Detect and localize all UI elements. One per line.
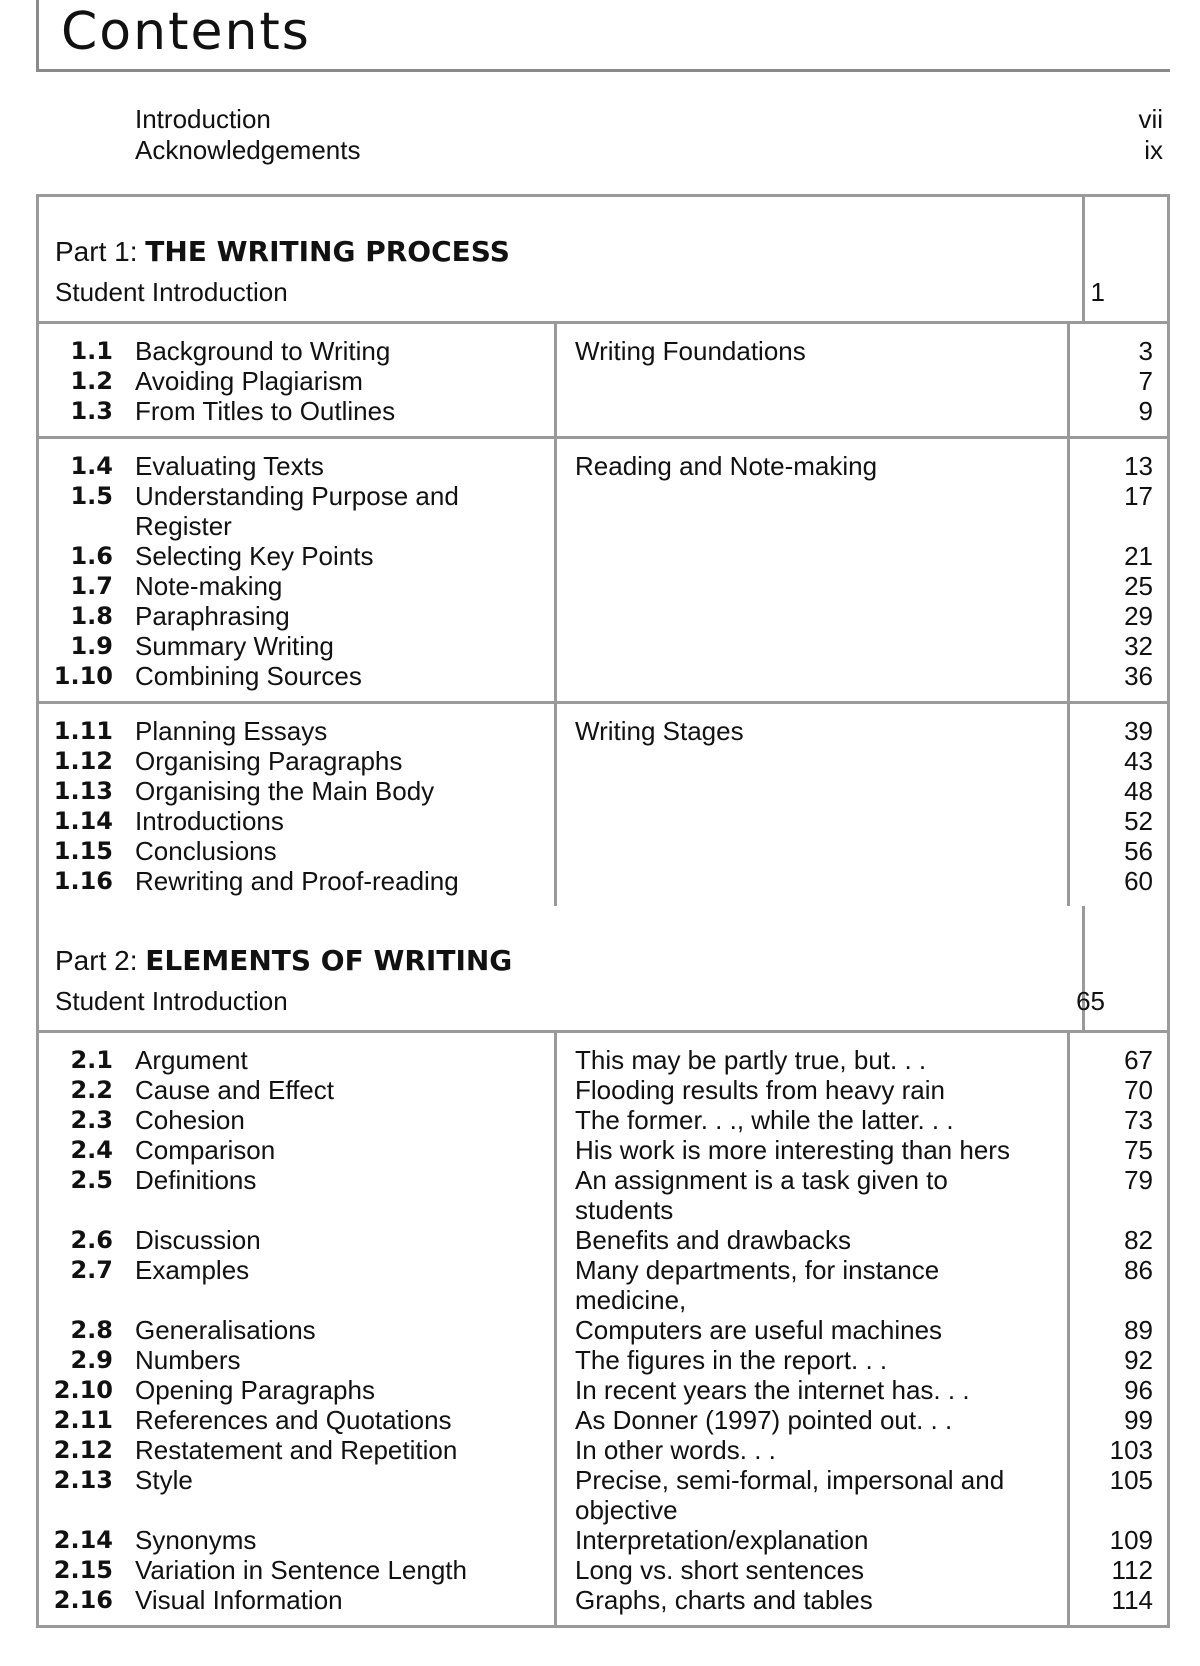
entry-number: 1.6 xyxy=(70,542,113,570)
entry-page: 48 xyxy=(1124,776,1153,806)
entry-list xyxy=(39,439,557,701)
example-phrase: In other words. . . xyxy=(575,1435,776,1465)
entry-number: 1.1 xyxy=(70,337,113,365)
entry-title: Introductions xyxy=(135,806,284,836)
toc-entry xyxy=(39,806,554,836)
entry-page: 60 xyxy=(1124,866,1153,896)
entry-title: Comparison xyxy=(135,1135,276,1165)
entry-title: From Titles to Outlines xyxy=(135,396,396,426)
entry-title: Paraphrasing xyxy=(135,601,290,631)
example-phrase: Graphs, charts and tables xyxy=(575,1585,873,1615)
toc-entry-continuation xyxy=(39,511,554,541)
toc-entry xyxy=(39,836,554,866)
example-phrase: Many departments, for instance xyxy=(575,1255,940,1285)
toc-entry xyxy=(39,631,554,661)
entry-number: 2.6 xyxy=(70,1226,113,1254)
entry-title: Style xyxy=(135,1465,193,1495)
entry-number-spacer xyxy=(39,511,135,541)
entry-number: 2.4 xyxy=(70,1136,113,1164)
toc-entry xyxy=(39,1405,554,1435)
entry-page: 56 xyxy=(1124,836,1153,866)
section-group xyxy=(39,704,1167,906)
part2-header xyxy=(39,906,1167,1033)
entry-title-continued: Register xyxy=(135,511,232,541)
entry-page: 73 xyxy=(1124,1105,1153,1135)
example-list xyxy=(557,1033,1070,1625)
entry-page: 25 xyxy=(1124,571,1153,601)
example-phrase: Precise, semi-formal, impersonal and xyxy=(575,1465,1005,1495)
category-label: Writing Stages xyxy=(575,716,744,746)
entry-number: 2.9 xyxy=(70,1346,113,1374)
entry-page: 29 xyxy=(1124,601,1153,631)
entry-number: 2.16 xyxy=(53,1586,113,1614)
category-label: Reading and Note-making xyxy=(575,451,878,481)
page-spacer xyxy=(1070,1285,1167,1315)
toc-entry xyxy=(39,541,554,571)
entry-page: 67 xyxy=(1124,1045,1153,1075)
entry-title: Note-making xyxy=(135,571,283,601)
entry-number: 1.14 xyxy=(53,807,113,835)
entry-number: 1.10 xyxy=(53,662,113,690)
toc-entry xyxy=(39,1555,554,1585)
part2-intro-page: 65 xyxy=(1076,986,1105,1016)
entry-page: 114 xyxy=(1111,1585,1153,1615)
entry-page: 17 xyxy=(1124,481,1153,511)
example-phrase-continued: objective xyxy=(575,1495,678,1525)
toc-entry xyxy=(39,1075,554,1105)
toc-entry xyxy=(39,396,554,426)
toc-entry xyxy=(39,776,554,806)
toc-entry xyxy=(39,716,554,746)
entry-page: 32 xyxy=(1124,631,1153,661)
entry-title: Evaluating Texts xyxy=(135,451,324,481)
toc-entry xyxy=(39,1375,554,1405)
contents-header xyxy=(36,0,1170,72)
part1-title xyxy=(55,235,510,268)
entry-number: 1.16 xyxy=(53,867,113,895)
part2-prefix: Part 2: xyxy=(55,945,146,976)
entry-title: Avoiding Plagiarism xyxy=(135,366,363,396)
entry-number: 1.3 xyxy=(70,397,113,425)
entry-spacer xyxy=(39,1285,554,1315)
entry-page: 39 xyxy=(1124,716,1153,746)
entry-title: Opening Paragraphs xyxy=(135,1375,375,1405)
entry-title: Summary Writing xyxy=(135,631,334,661)
toc-entry xyxy=(39,571,554,601)
entry-title: Rewriting and Proof-reading xyxy=(135,866,459,896)
entry-number: 2.8 xyxy=(70,1316,113,1344)
entry-number: 1.13 xyxy=(53,777,113,805)
entry-page: 70 xyxy=(1124,1075,1153,1105)
entry-number: 2.5 xyxy=(70,1166,113,1194)
page-spacer xyxy=(1070,1495,1167,1525)
entry-title: Planning Essays xyxy=(135,716,328,746)
entry-number: 1.8 xyxy=(70,602,113,630)
entry-title: Generalisations xyxy=(135,1315,316,1345)
toc-entry xyxy=(39,336,554,366)
part1-intro-row xyxy=(55,277,1105,308)
section-group xyxy=(39,324,1167,439)
entry-number: 2.1 xyxy=(70,1046,113,1074)
entry-page: 82 xyxy=(1124,1225,1153,1255)
entry-title: Definitions xyxy=(135,1165,257,1195)
page-list xyxy=(1070,439,1167,701)
entry-number: 1.5 xyxy=(70,482,113,510)
example-phrase: This may be partly true, but. . . xyxy=(575,1045,927,1075)
entry-page: 79 xyxy=(1124,1165,1153,1195)
toc-entry xyxy=(39,1045,554,1075)
section-group xyxy=(39,1033,1167,1625)
page-list xyxy=(1070,324,1167,436)
entry-number: 2.7 xyxy=(70,1256,113,1284)
entry-title: References and Quotations xyxy=(135,1405,452,1435)
front-matter-row xyxy=(135,135,1163,166)
entry-title: Cause and Effect xyxy=(135,1075,334,1105)
front-matter-page: vii xyxy=(1138,104,1163,134)
example-phrase: Benefits and drawbacks xyxy=(575,1225,852,1255)
entry-page: 96 xyxy=(1124,1375,1153,1405)
entry-title: Restatement and Repetition xyxy=(135,1435,458,1465)
toc-entry xyxy=(39,746,554,776)
toc-entry xyxy=(39,1315,554,1345)
part2-intro-row xyxy=(55,986,1105,1017)
entry-page: 92 xyxy=(1124,1345,1153,1375)
entry-number: 2.12 xyxy=(53,1436,113,1464)
toc-entry xyxy=(39,1225,554,1255)
part2-title xyxy=(55,944,512,977)
section-category xyxy=(557,324,1070,436)
page-title: Contents xyxy=(61,2,311,62)
entry-number: 2.2 xyxy=(70,1076,113,1104)
entry-number: 1.7 xyxy=(70,572,113,600)
category-label: Writing Foundations xyxy=(575,336,806,366)
part1-name: THE WRITING PROCESS xyxy=(145,235,510,268)
part1-intro-page: 1 xyxy=(1090,277,1105,307)
entry-page: 103 xyxy=(1109,1435,1153,1465)
example-phrase: As Donner (1997) pointed out. . . xyxy=(575,1405,953,1435)
page-spacer xyxy=(1070,511,1167,541)
entry-spacer xyxy=(39,1195,554,1225)
part1-header xyxy=(39,197,1167,324)
page-spacer xyxy=(1070,1195,1167,1225)
toc-entry xyxy=(39,601,554,631)
toc-entry xyxy=(39,661,554,691)
section-category xyxy=(557,704,1070,906)
page-list xyxy=(1070,1033,1167,1625)
entry-page: 86 xyxy=(1124,1255,1153,1285)
entry-number: 2.3 xyxy=(70,1106,113,1134)
entry-spacer xyxy=(39,1495,554,1525)
part2-intro-label: Student Introduction xyxy=(55,986,288,1016)
entry-list xyxy=(39,1033,557,1625)
entry-title: Numbers xyxy=(135,1345,241,1375)
entry-number: 1.15 xyxy=(53,837,113,865)
entry-number: 1.4 xyxy=(70,452,113,480)
example-phrase: In recent years the internet has. . . xyxy=(575,1375,970,1405)
entry-page: 3 xyxy=(1138,336,1153,366)
part1-sections xyxy=(39,324,1167,906)
toc-table xyxy=(36,194,1170,1628)
toc-entry xyxy=(39,1165,554,1195)
entry-page: 112 xyxy=(1111,1555,1153,1585)
entry-title: Selecting Key Points xyxy=(135,541,374,571)
entry-list xyxy=(39,704,557,906)
toc-entry xyxy=(39,1255,554,1285)
part1-prefix: Part 1: xyxy=(55,236,146,267)
entry-page: 9 xyxy=(1138,396,1153,426)
entry-title: Variation in Sentence Length xyxy=(135,1555,467,1585)
toc-entry xyxy=(39,1135,554,1165)
entry-page: 36 xyxy=(1124,661,1153,691)
toc-entry xyxy=(39,451,554,481)
entry-page: 13 xyxy=(1124,451,1153,481)
example-phrase: Interpretation/explanation xyxy=(575,1525,869,1555)
toc-entry xyxy=(39,1585,554,1615)
entry-number: 2.11 xyxy=(53,1406,113,1434)
entry-title: Conclusions xyxy=(135,836,277,866)
entry-number: 2.10 xyxy=(53,1376,113,1404)
entry-page: 43 xyxy=(1124,746,1153,776)
entry-title: Synonyms xyxy=(135,1525,257,1555)
example-phrase: An assignment is a task given to xyxy=(575,1165,948,1195)
section-category xyxy=(557,439,1070,701)
entry-page: 7 xyxy=(1138,366,1153,396)
entry-title: Cohesion xyxy=(135,1105,245,1135)
toc-entry xyxy=(39,866,554,896)
part2-name: ELEMENTS OF WRITING xyxy=(145,944,513,977)
entry-page: 99 xyxy=(1124,1405,1153,1435)
example-phrase: His work is more interesting than hers xyxy=(575,1135,1010,1165)
page-list xyxy=(1070,704,1167,906)
entry-title: Visual Information xyxy=(135,1585,343,1615)
entry-title: Argument xyxy=(135,1045,248,1075)
entry-number: 2.13 xyxy=(53,1466,113,1494)
entry-page: 89 xyxy=(1124,1315,1153,1345)
entry-page: 75 xyxy=(1124,1135,1153,1165)
toc-entry xyxy=(39,481,554,511)
front-matter xyxy=(135,104,1163,166)
entry-list xyxy=(39,324,557,436)
toc-entry xyxy=(39,1345,554,1375)
example-phrase-continued: students xyxy=(575,1195,674,1225)
entry-title: Background to Writing xyxy=(135,336,391,366)
entry-page: 105 xyxy=(1109,1465,1153,1495)
front-matter-label: Introduction xyxy=(135,104,271,134)
entry-title: Examples xyxy=(135,1255,250,1285)
example-phrase: Computers are useful machines xyxy=(575,1315,943,1345)
entry-page: 52 xyxy=(1124,806,1153,836)
section-group xyxy=(39,439,1167,704)
toc-entry xyxy=(39,1525,554,1555)
entry-number: 2.15 xyxy=(53,1556,113,1584)
example-phrase-continued: medicine, xyxy=(575,1285,687,1315)
entry-page: 109 xyxy=(1109,1525,1153,1555)
front-matter-page: ix xyxy=(1144,135,1163,165)
toc-entry xyxy=(39,1435,554,1465)
part1-intro-label: Student Introduction xyxy=(55,277,288,307)
entry-title: Discussion xyxy=(135,1225,261,1255)
entry-number: 1.12 xyxy=(53,747,113,775)
entry-number: 1.11 xyxy=(53,717,113,745)
example-phrase: Flooding results from heavy rain xyxy=(575,1075,945,1105)
toc-entry xyxy=(39,1105,554,1135)
example-phrase: Long vs. short sentences xyxy=(575,1555,865,1585)
entry-title: Understanding Purpose and xyxy=(135,481,459,511)
entry-page: 21 xyxy=(1124,541,1153,571)
front-matter-row xyxy=(135,104,1163,135)
toc-entry xyxy=(39,1465,554,1495)
entry-title: Organising the Main Body xyxy=(135,776,435,806)
example-phrase: The figures in the report. . . xyxy=(575,1345,888,1375)
entry-number: 2.14 xyxy=(53,1526,113,1554)
entry-title: Organising Paragraphs xyxy=(135,746,403,776)
example-phrase: The former. . ., while the latter. . . xyxy=(575,1105,954,1135)
entry-title: Combining Sources xyxy=(135,661,362,691)
part2-sections xyxy=(39,1033,1167,1625)
entry-number: 1.9 xyxy=(70,632,113,660)
front-matter-label: Acknowledgements xyxy=(135,135,361,165)
entry-number: 1.2 xyxy=(70,367,113,395)
toc-entry xyxy=(39,366,554,396)
